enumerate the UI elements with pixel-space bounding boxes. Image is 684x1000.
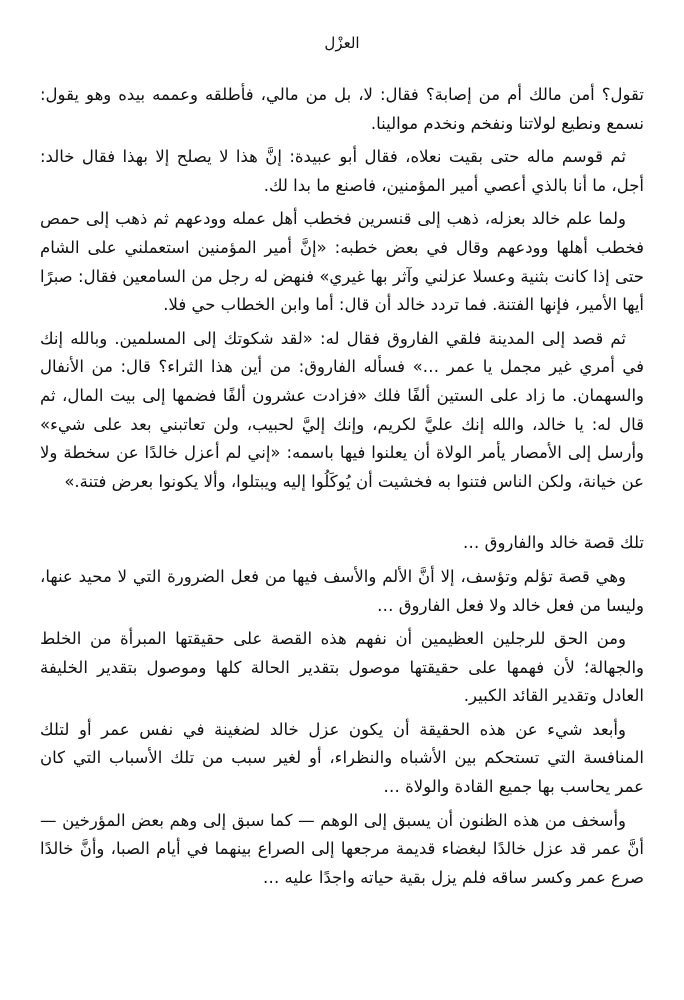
paragraph-4: ثم قصد إلى المدينة فلقي الفاروق فقال له: «لقد شكوتك إلى المسلمين. وبالله إنك في أمري غير مجمل يا عمر …» فسأله الفاروق: من أين هذا الثراء؟ قال: من الأنفال والسهمان. ما زاد على الستين ألفًا فلك «فزادت عشرون ألفًا فضمها إلى بيت المال، ثم قال له: يا خالد، والله إنك عليَّ لكريم، وإنك إليَّ لحبيب، ولن تعاتبني بعد على شيء» وأرسل إلى الأمصار يأمر الولاة أن يعلنوا فيها باسمه: «إني لم أعزل خالدًا عن سخطة ولا عن خيانة، ولكن الناس فتنوا به فخشيت أن يُوكَلُوا إليه ويبتلوا، وألا يكونوا بعرض فتنة.» <box>40 328 644 491</box>
running-title: العزْل <box>324 34 360 52</box>
paragraph-7: وأبعد شيء عن هذه الحقيقة أن يكون عزل خالد لضغينة في نفس عمر أو لتلك المنافسة التي تستحكم بين الأشباه والنظراء، أو لغير سبب من تلك الأسباب التي كان عمر يحاسب بها جميع القادة والولاة … <box>40 719 644 797</box>
paragraph-5: وهي قصة تؤلم وتؤسف، إلا أنَّ الألم والأسف فيها من فعل الضرورة التي لا محيد عنها، وليسا من فعل خالد ولا فعل الفاروق … <box>40 566 644 615</box>
paragraph-3: ولما علم خالد بعزله، ذهب إلى قنسرين فخطب أهل عمله وودعهم ثم ذهب إلى حمص فخطب أهلها وودعهم وقال في بعض خطبه: «إنَّ أمير المؤمنين استعملني على الشام حتى إذا كانت بثنية وعسلا عزلني وآثر بها غيري» فنهض له رجل من السامعين فقال: صبرًا أيها الأمير، فإنها الفتنة. فما تردد خالد أن قال: أما وابن الخطاب حي فلا. <box>40 209 644 315</box>
paragraph-6: ومن الحق للرجلين العظيمين أن نفهم هذه القصة على حقيقتها المبرأة من الخلط والجهالة؛ لأن فهمها على حقيقتها موصول بتقدير الحالة كلها وموصول بتقدير الخليفة العادل وتقدير القائد الكبير. <box>40 629 644 706</box>
paragraph-2: ثم قوسم ماله حتى بقيت نعلاه، فقال أبو عبيدة: إنَّ هذا لا يصلح إلا بهذا فقال خالد: أجل، ما أنا بالذي أعصي أمير المؤمنين، فاصنع ما بدا لك. <box>40 147 644 195</box>
paragraph-1: تقول؟ أمن مالك أم من إصابة؟ فقال: لا، بل من مالي، فأطلقه وعممه بيده وهو يقول: نسمع ونطيع لولاتنا ونفخم ونخدم موالينا. <box>40 85 644 133</box>
section-lead-line: تلك قصة خالد والفاروق … <box>462 533 644 553</box>
paragraph-8: وأسخف من هذه الظنون أن يسبق إلى الوهم — كما سبق إلى وهم بعض المؤرخين — أنَّ عمر قد عزل خالدًا لبغضاء قديمة مرجعها إلى الصراع بينهما في أيام الصبا، وأنَّ خالدًا صرع عمر وكسر ساقه فلم يزل بقية حياته واجدًا عليه … <box>40 810 644 887</box>
section-spacer <box>40 501 644 529</box>
